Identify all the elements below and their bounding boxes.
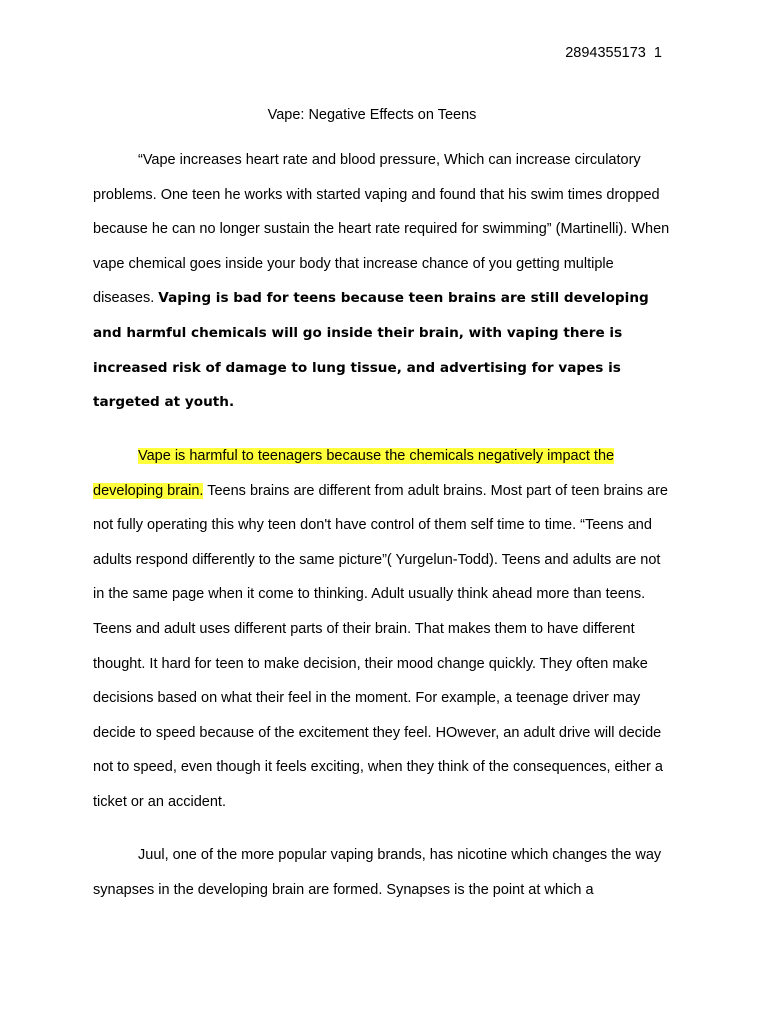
highlighted-topic-sentence: Vape is harmful to teenagers because the chemicals negatively impact the developing brain. xyxy=(93,448,615,499)
paragraph-2-text: Teens brains are different from adult brains. Most part of teen brains are not fully operating this why teen don't have control of them self time to time. “Teens and adults respond differently to the same picture”( Yurgelun-Todd). Teens and adults are not in the same page when it come to thinking. Adult usually think ahead more than teens. Teens and adult uses different parts of their brain. That makes them to have different thought. It hard for teen to make decision, their mood change quickly. They often make decisions based on what their feel in the moment. For example, a teenage driver may decide to speed because of the excitement they feel. HOwever, an adult drive will decide not to speed, even though it feels exciting, when they think of the consequences, either a ticket or an accident. xyxy=(93,482,668,810)
paragraph-3-text: Juul, one of the more popular vaping brands, has nicotine which changes the way synapses in the developing brain are formed. Synapses is the point at which a xyxy=(93,847,662,898)
paragraph-1 xyxy=(93,143,673,420)
document-title: Vape: Negative Effects on Teens xyxy=(267,107,477,123)
page-header-number: 2894355173 1 xyxy=(565,45,662,61)
thesis-statement: Vaping is bad for teens because teen brains are still developing and harmful chemicals will go inside their brain, with vaping there is increased risk of damage to lung tissue, and advertising for vapes is targeted at youth. xyxy=(93,290,649,411)
paragraph-3 xyxy=(93,838,673,907)
paragraph-2 xyxy=(93,439,673,820)
paragraph-1-text: “Vape increases heart rate and blood pressure, Which can increase circulatory problems. One teen he works with started vaping and found that his swim times dropped because he can no longer sustain the heart rate required for swimming” (Martinelli). When vape chemical goes inside your body that increase chance of you getting multiple diseases. xyxy=(93,152,670,307)
